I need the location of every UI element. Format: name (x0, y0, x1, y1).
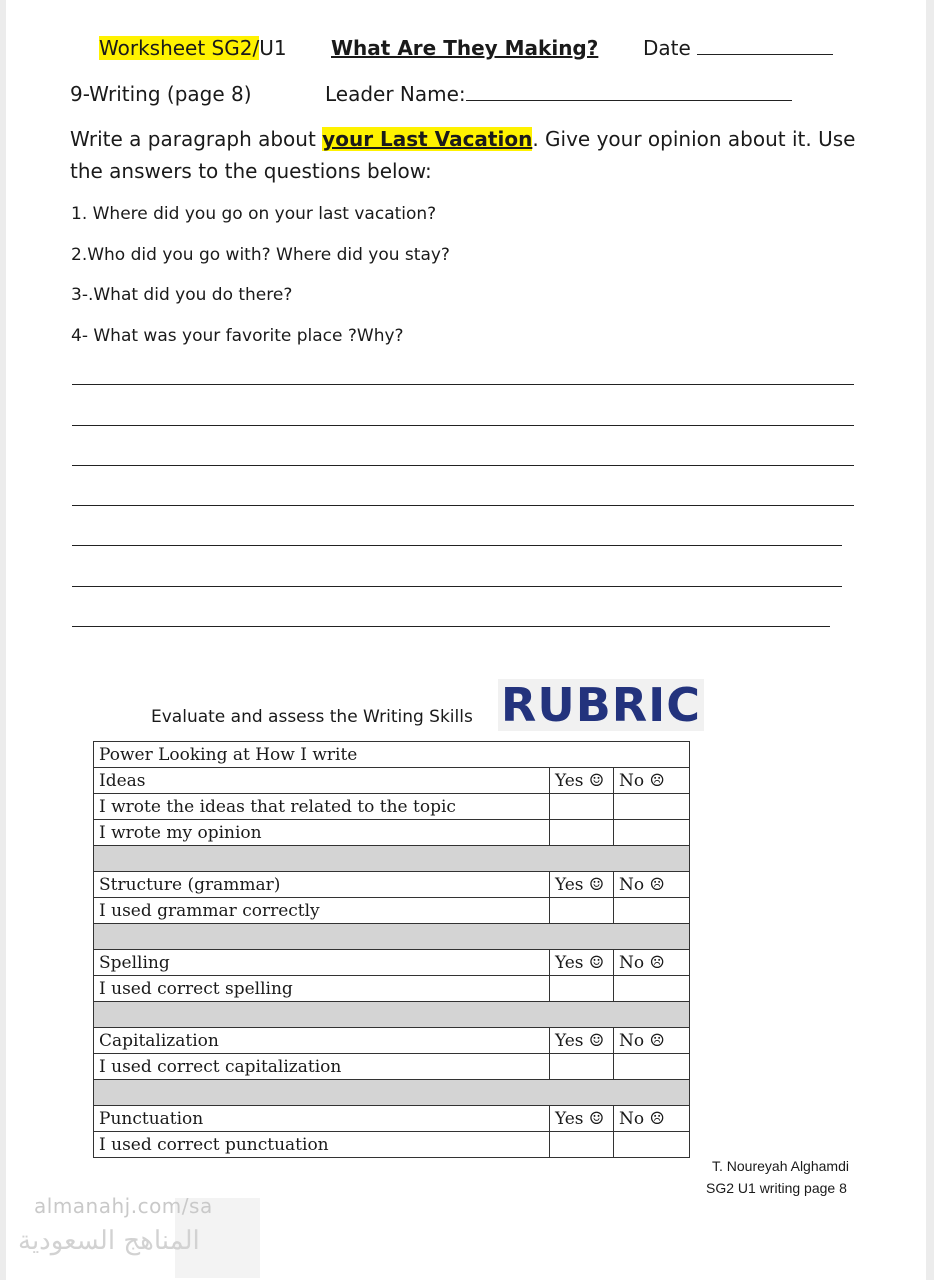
author-credit: T. Noureyah Alghamdi (712, 1158, 849, 1174)
worksheet-title: What Are They Making? (331, 36, 599, 60)
yes-checkbox[interactable] (550, 1132, 614, 1158)
vacation-highlight: your Last Vacation (322, 127, 533, 151)
rubric-separator (94, 846, 690, 872)
rubric-separator (94, 1080, 690, 1106)
rubric-item-row (94, 820, 690, 846)
rubric-logo: RUBRIC (498, 679, 704, 731)
writing-line[interactable] (72, 425, 854, 426)
no-checkbox[interactable] (614, 820, 690, 846)
rubric-item: I used correct capitalization (94, 1054, 550, 1080)
rubric-separator (94, 924, 690, 950)
rubric-item: I wrote my opinion (94, 820, 550, 846)
yes-header: Yes ☺ (550, 1028, 614, 1054)
yes-checkbox[interactable] (550, 898, 614, 924)
yes-header: Yes ☺ (550, 768, 614, 794)
writing-line[interactable] (72, 626, 830, 627)
rubric-item: I wrote the ideas that related to the topic (94, 794, 550, 820)
rubric-item: I used correct spelling (94, 976, 550, 1002)
worksheet-id (99, 36, 287, 60)
no-header: No ☹ (614, 872, 690, 898)
no-header: No ☹ (614, 950, 690, 976)
question-3: 3-.What did you do there? (71, 285, 293, 305)
rubric-header: Power Looking at How I write (94, 742, 690, 768)
leader-name-blank[interactable] (466, 100, 792, 101)
question-2: 2.Who did you go with? Where did you stay? (71, 245, 450, 265)
watermark-url: almanahj.com/sa (34, 1194, 213, 1218)
rubric-item: I used correct punctuation (94, 1132, 550, 1158)
yes-header: Yes ☺ (550, 872, 614, 898)
writing-line[interactable] (72, 505, 854, 506)
rubric-separator (94, 1002, 690, 1028)
yes-header: Yes ☺ (550, 950, 614, 976)
rubric-section-title: Punctuation (94, 1106, 550, 1132)
watermark-arabic: المناهج السعودية (18, 1226, 200, 1256)
rubric-item-row (94, 794, 690, 820)
section-label: 9-Writing (page 8) (70, 82, 252, 106)
instruction-line-1 (70, 127, 855, 151)
rubric-header-row (94, 742, 690, 768)
rubric-table (93, 741, 690, 1158)
no-header: No ☹ (614, 768, 690, 794)
question-4: 4- What was your favorite place ?Why? (71, 326, 404, 346)
no-header: No ☹ (614, 1106, 690, 1132)
yes-header: Yes ☺ (550, 1106, 614, 1132)
yes-checkbox[interactable] (550, 794, 614, 820)
no-checkbox[interactable] (614, 898, 690, 924)
writing-line[interactable] (72, 465, 854, 466)
rubric-caption: Evaluate and assess the Writing Skills (151, 707, 473, 727)
leader-name-label: Leader Name: (325, 82, 466, 106)
worksheet-label: Worksheet SG2/ (99, 36, 260, 60)
unit-label: U1 (259, 36, 287, 60)
no-header: No ☹ (614, 1028, 690, 1054)
leader-name-field (325, 82, 792, 106)
yes-checkbox[interactable] (550, 820, 614, 846)
rubric-section-row (94, 768, 690, 794)
rubric-item-row (94, 1054, 690, 1080)
no-checkbox[interactable] (614, 1054, 690, 1080)
date-field (643, 36, 833, 60)
rubric-section-row (94, 872, 690, 898)
page-reference: SG2 U1 writing page 8 (706, 1180, 847, 1196)
instruction-text-end: . Give your opinion about it. Use (532, 127, 856, 151)
writing-line[interactable] (72, 384, 854, 385)
rubric-section-title: Capitalization (94, 1028, 550, 1054)
instruction-text: Write a paragraph about (70, 127, 323, 151)
rubric-item-row (94, 976, 690, 1002)
rubric-item-row (94, 898, 690, 924)
instruction-line-2: the answers to the questions below: (70, 159, 432, 183)
rubric-section-row (94, 1106, 690, 1132)
rubric-section-row (94, 1028, 690, 1054)
rubric-section-title: Ideas (94, 768, 550, 794)
yes-checkbox[interactable] (550, 1054, 614, 1080)
writing-line[interactable] (72, 586, 842, 587)
rubric-item-row (94, 1132, 690, 1158)
rubric-item: I used grammar correctly (94, 898, 550, 924)
rubric-section-row (94, 950, 690, 976)
no-checkbox[interactable] (614, 976, 690, 1002)
yes-checkbox[interactable] (550, 976, 614, 1002)
rubric-section-title: Spelling (94, 950, 550, 976)
no-checkbox[interactable] (614, 794, 690, 820)
no-checkbox[interactable] (614, 1132, 690, 1158)
rubric-section-title: Structure (grammar) (94, 872, 550, 898)
date-label: Date (643, 36, 691, 60)
date-blank[interactable] (697, 54, 833, 55)
question-1: 1. Where did you go on your last vacation? (71, 204, 437, 224)
writing-line[interactable] (72, 545, 842, 546)
